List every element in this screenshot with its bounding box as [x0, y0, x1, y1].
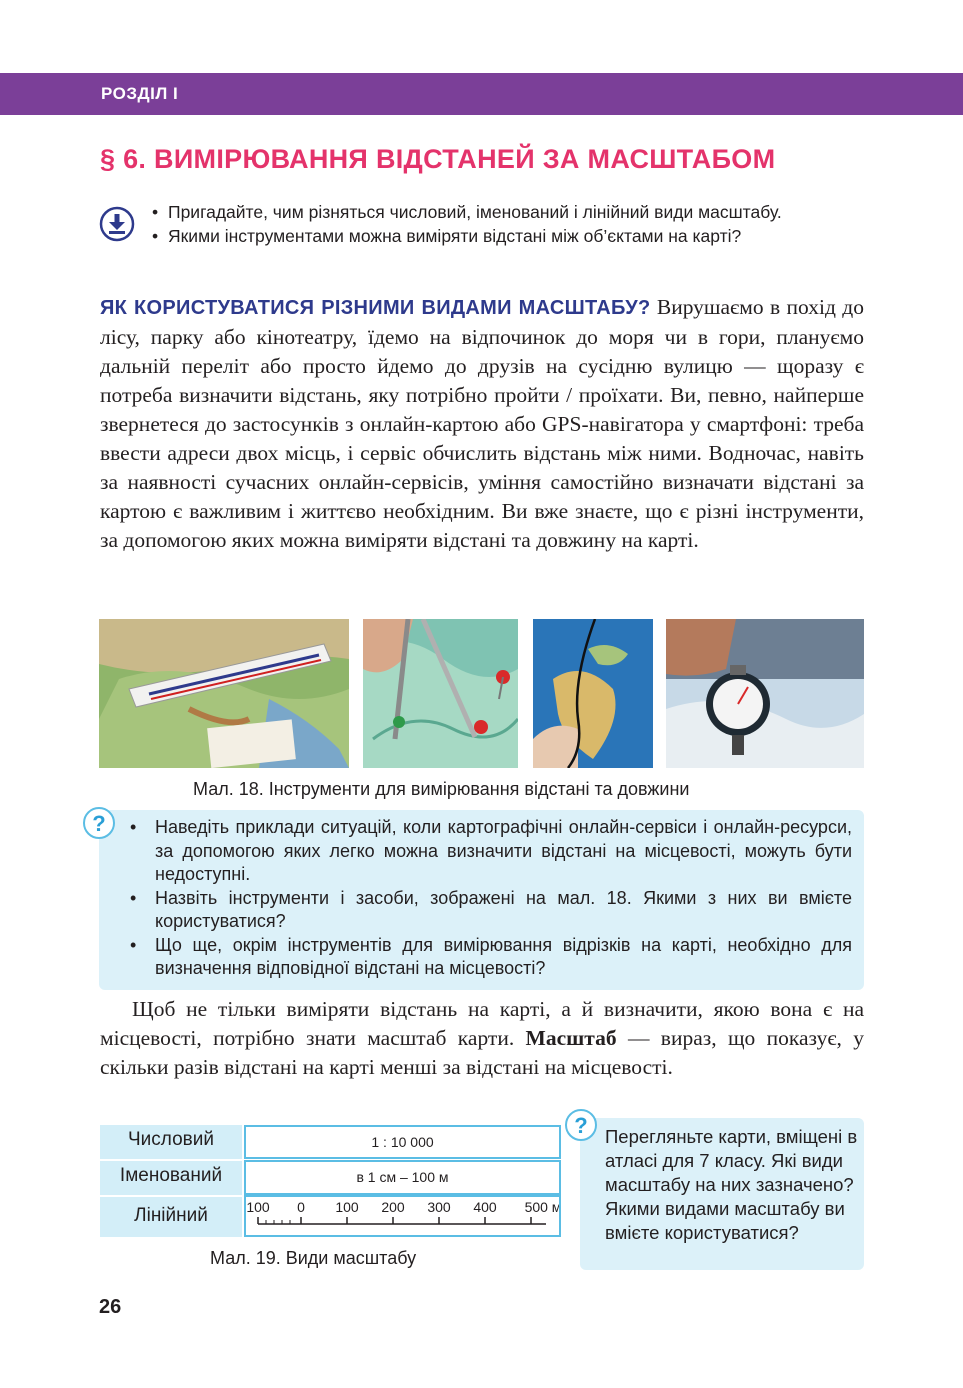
question-icon — [82, 806, 116, 840]
intro-text: Вирушаємо в похід до лісу, парку або кінотеатру, їдемо на відпочинок до моря чи в гори, плануємо дальній переліт або просто йдемо до друзів на сусідню вулицю — щоразу є потреба визначити відстань, яку потрібно пройти / проїхати. Ви, певно, найперше звернетеся до застосунків з онлайн-картою або GPS-навігатора у смартфоні: треба ввести адреси двох місць, і сервіс обчислить відстань між ними. Водночас, навіть за наявності сучасних онлайн-сервісів, уміння самостійно визначати відстані за картою є важливим і життєво необхідним. Ви вже знаєте, що є різні інструменти, за допомогою яких можна виміряти відстані та довжину на карті. — [100, 295, 864, 552]
scale-types-table — [100, 1125, 560, 1239]
recall-list — [148, 200, 864, 248]
scale-definition-paragraph — [100, 995, 864, 1082]
page-number: 26 — [99, 1296, 122, 1318]
scale-value-numeric: 1 : 10 000 — [244, 1125, 561, 1159]
linear-scale-cell — [244, 1195, 561, 1237]
photo-compass-dividers — [363, 619, 518, 768]
scale-label-named: Іменований — [100, 1161, 242, 1195]
questions-list — [130, 816, 852, 981]
scale-text-after: — вираз, що показує, у скільки разів відстані на карті менші за відстані на місцевості. — [100, 1026, 865, 1079]
question-item: • Назвіть інструменти і засоби, зображені на мал. 18. Якими з них ви вмієте користуватися? — [130, 887, 852, 934]
section-label: РОЗДІЛ І — [101, 84, 179, 103]
page-title: § 6. ВИМІРЮВАННЯ ВІДСТАНЕЙ ЗА МАСШТАБОМ — [100, 144, 776, 174]
download-icon — [99, 206, 135, 242]
question-item: • Що ще, окрім інструментів для вимірювання відрізків на карті, необхідно для визначення відповідної відстані на місцевості? — [130, 934, 852, 981]
scale-label-numeric: Числовий — [100, 1125, 242, 1159]
question-icon — [564, 1108, 598, 1142]
recall-item: • Пригадайте, чим різняться числовий, іменований і лінійний види масштабу. — [148, 200, 864, 224]
side-question-text: Перегляньте карти, вміщені в атласі для 7 класу. Які види масштабу на них зазначено? Якими видами масштабу ви вмієте користуватися? — [605, 1126, 858, 1243]
scale-term: Масштаб — [525, 1026, 617, 1050]
intro-lead: ЯК КОРИСТУВАТИСЯ РІЗНИМИ ВИДАМИ МАСШТАБУ? — [100, 297, 651, 319]
intro-paragraph — [100, 293, 864, 555]
svg-text:?: ? — [92, 811, 106, 836]
figure-19-caption: Мал. 19. Види масштабу — [210, 1248, 417, 1268]
linear-scale-tick-label: 300 — [427, 1199, 451, 1215]
figure-18-caption: Мал. 18. Інструменти для вимірювання відстані та довжини — [193, 779, 690, 799]
linear-scale-tick-label: 0 — [297, 1199, 305, 1215]
section-header-band — [0, 73, 963, 115]
linear-scale-tick-label: 100 — [335, 1199, 359, 1215]
linear-scale-tick-label: 100 — [246, 1199, 270, 1215]
linear-scale-bar — [246, 1197, 559, 1235]
linear-scale-tick-label: 400 — [473, 1199, 497, 1215]
question-item: • Наведіть приклади ситуацій, коли картографічні онлайн-сервіси і онлайн-ресурси, за допомогою яких легко можна визначити відстані на місцевості, можуть бути недоступні. — [130, 816, 852, 887]
linear-scale-tick-label: 500 м — [524, 1199, 559, 1215]
linear-scale-tick-label: 200 — [381, 1199, 405, 1215]
svg-text:?: ? — [574, 1113, 588, 1138]
scale-value-named: в 1 см – 100 м — [244, 1160, 561, 1195]
photo-globe-string — [533, 619, 653, 768]
recall-item: • Якими інструментами можна виміряти відстані між об’єктами на карті? — [148, 224, 864, 248]
scale-text-before: Щоб не тільки виміряти відстань на карті, а й визначити, якою вона є на місцевості, потрібно знати масштаб карти. — [100, 997, 864, 1050]
photo-ruler-on-map — [99, 619, 349, 768]
photo-curvimeter — [666, 619, 864, 768]
scale-label-linear: Лінійний — [100, 1197, 242, 1237]
